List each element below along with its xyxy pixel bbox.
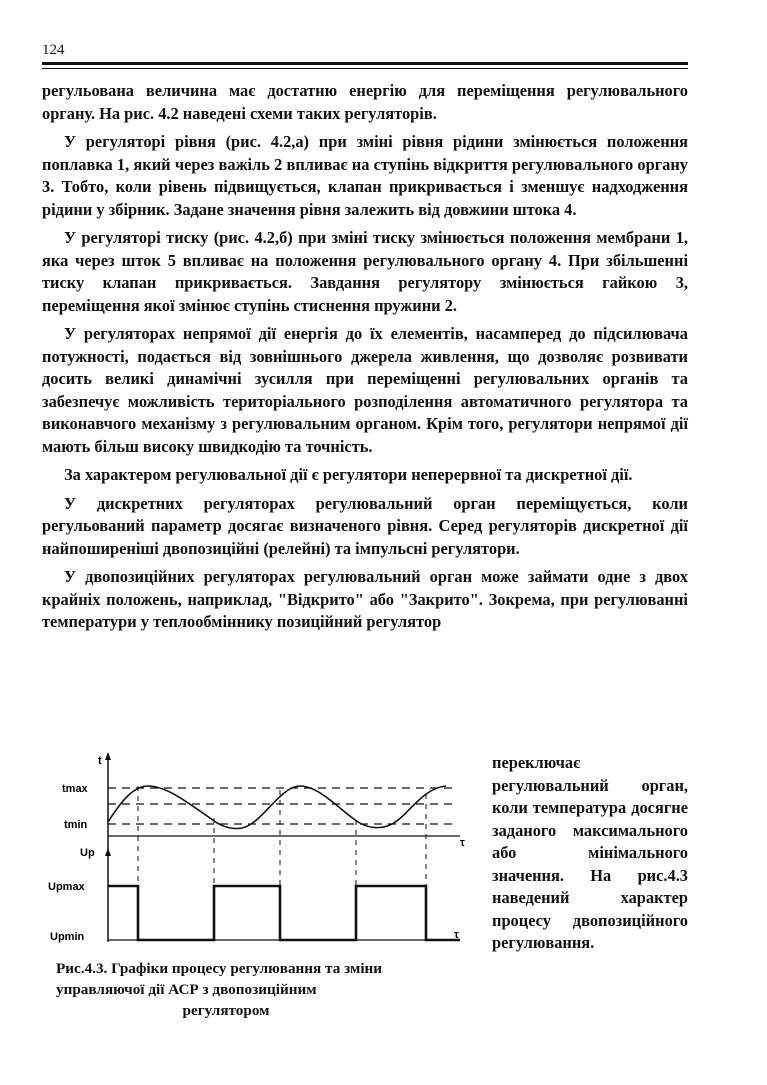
- header-rule: [42, 62, 688, 65]
- figure-4-3: [42, 750, 492, 950]
- tmax-label: tmax: [62, 783, 88, 795]
- tau-label-top: τ: [460, 837, 465, 849]
- t-axis-arrow: [105, 752, 111, 760]
- paragraph-7: У двопозиційних регуляторах регулювальний орган може займати одне з двох крайніх положень, наприклад, "Відкрито" або "Закрито". Зокрема, при регулюванні температури у теплообміннику позиційний регулятор: [42, 567, 688, 631]
- paragraph-5: За характером регулювальної дії є регулятори неперервної та дискретної дії.: [64, 465, 633, 484]
- t-axis-label: t: [98, 755, 102, 767]
- paragraph-2: У регуляторі рівня (рис. 4.2,а) при зміні рівня рідини змінюється положення поплавка 1, який через важіль 2 впливає на ступінь відкриття регулювального органу 3. Тобто, коли рівень підвищується, клапан прикривається і зменшує надходження рідини у збірник. Задане значення рівня залежить від довжини штока 4.: [42, 132, 688, 219]
- caption-line-1: Рис.4.3. Графіки процесу регулювання та зміни: [56, 960, 383, 977]
- page-number: 124: [42, 42, 65, 58]
- caption-line-3: регулятором: [182, 1002, 270, 1019]
- body-text: [42, 80, 688, 640]
- upmax-label: Upmax: [48, 881, 85, 893]
- control-signal: [108, 886, 460, 940]
- up-axis-label: Up: [80, 847, 95, 859]
- paragraph-6: У дискретних регуляторах регулювальний орган переміщується, коли регульований параметр досягає визначеного рівня. Серед регуляторів дискретної дії найпоширеніші двопозиційні (релейні) та імпульсні регулятори.: [42, 493, 688, 558]
- temperature-curve: [108, 786, 446, 829]
- tau-label-bottom: τ: [454, 929, 459, 941]
- upmin-label: Upmin: [50, 931, 85, 943]
- paragraph-3: У регуляторі тиску (рис. 4.2,б) при зміні тиску змінюється положення мембрани 1, яка через шток 5 впливає на положення регулювального органу 4. При збільшенні тиску клапан прикривається. Завдання регулятору змінюється гайкою 3, переміщення якої змінює ступінь стиснення пружини 2.: [42, 228, 688, 315]
- caption-line-2: управляючої дії АСР з двопозиційним: [56, 981, 317, 998]
- tmin-label: tmin: [64, 819, 88, 831]
- paragraph-4: У регуляторах непрямої дії енергія до їх елементів, насамперед до підсилювача потужності, подається від зовнішнього джерела живлення, що дозволяє розвивати досить великі динамічні зусилля при переміщенні регулювальних органів та забезпечує можливість територіального розподілення автоматичного регулятора та виконавчого механізму з регулювальним органом. Крім того, регулятори непрямої дії мають більш високу швидкодію та точність.: [42, 324, 688, 456]
- wrap-text: переключає регулювальний орган, коли температура досягне заданого максимального або мінімального значення. На рис.4.3 наведений характер процесу двопозиційного регулювання.: [492, 753, 688, 952]
- paragraph-1: регульована величина має достатню енергію для переміщення регулювального органу. На рис. 4.2 наведені схеми таких регуляторів.: [42, 81, 688, 123]
- up-axis-arrow: [105, 848, 111, 856]
- figure-caption: [56, 958, 476, 1021]
- header-rule-thin: [42, 68, 688, 69]
